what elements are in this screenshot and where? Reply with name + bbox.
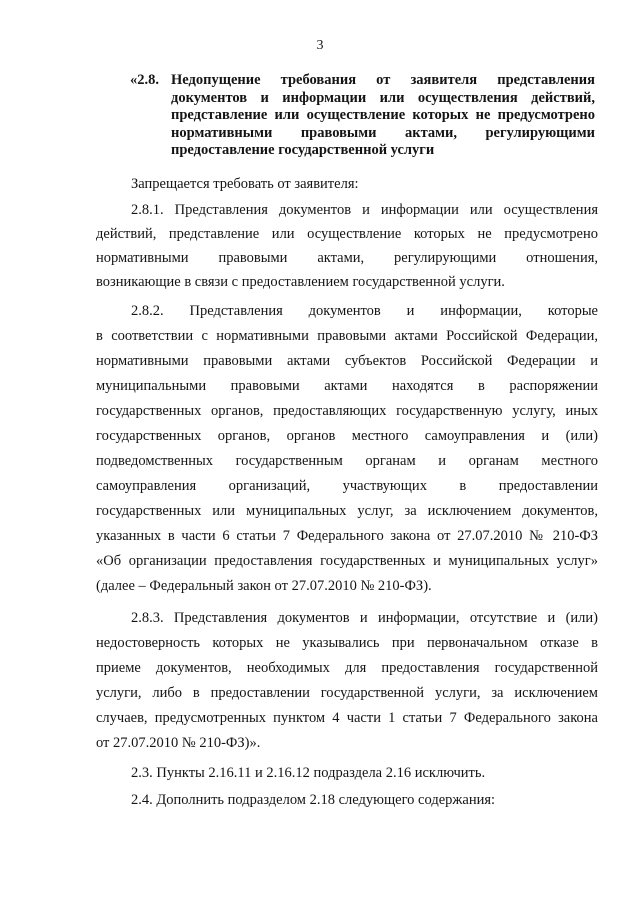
page-number: 3 xyxy=(316,38,324,53)
paragraph-line: действий, представление или осуществление которых не предусмотрено xyxy=(96,226,598,242)
heading-line: предоставление государственной услуги xyxy=(171,142,435,159)
section-heading xyxy=(130,72,595,160)
paragraph-line: 2.8.3. Представления документов и информации, отсутствие и (или) xyxy=(131,610,598,626)
paragraph-line: услуги, либо в предоставлении государственной услуги, за исключением xyxy=(96,685,598,701)
paragraph-line: в соответствии с нормативными правовыми актами Российской Федерации, xyxy=(96,328,598,344)
paragraph-line: муниципальными правовыми актами находятся в распоряжении xyxy=(96,378,598,394)
paragraph-line: подведомственных государственным органам и органам местного xyxy=(96,453,598,469)
paragraph-line: государственных или муниципальных услуг, за исключением документов, xyxy=(96,503,598,519)
paragraph-line: самоуправления организаций, участвующих в предоставлении xyxy=(96,478,598,494)
paragraph-line: приеме документов, необходимых для предоставления государственной xyxy=(96,660,598,676)
paragraph-line: от 27.07.2010 № 210-ФЗ)». xyxy=(96,735,261,751)
intro-paragraph: Запрещается требовать от заявителя: xyxy=(131,176,359,192)
section-heading-number: «2.8. xyxy=(130,72,159,88)
paragraph-line: нормативными правовыми актами, регулирующими отношения, xyxy=(96,250,598,266)
paragraph-line: нормативными правовыми актами субъектов Российской Федерации и xyxy=(96,353,598,369)
paragraph-2-4: 2.4. Дополнить подразделом 2.18 следующего содержания: xyxy=(131,792,496,808)
paragraph-line: недостоверность которых не указывались при первоначальном отказе в xyxy=(96,635,598,651)
heading-line: представление или осуществление которых не предусмотрено xyxy=(171,107,595,124)
heading-line: нормативными правовыми актами, регулирующими xyxy=(171,124,595,141)
paragraph-line: (далее – Федеральный закон от 27.07.2010 № 210-ФЗ). xyxy=(96,578,432,594)
heading-line: Недопущение требования от заявителя представления xyxy=(171,72,595,88)
paragraph-line: государственных органов, предоставляющих государственную услугу, иных xyxy=(96,403,598,419)
heading-line: документов и информации или осуществления действий, xyxy=(171,89,595,106)
paragraph-line: 2.8.2. Представления документов и информации, которые xyxy=(131,303,598,319)
paragraph-2-3: 2.3. Пункты 2.16.11 и 2.16.12 подраздела 2.16 исключить. xyxy=(131,765,486,781)
paragraph-line: 2.8.1. Представления документов и информации или осуществления xyxy=(131,202,598,218)
paragraph-line: указанных в части 6 статьи 7 Федерального закона от 27.07.2010 № 210-ФЗ xyxy=(96,528,598,544)
paragraph-line: государственных органов, органов местного самоуправления и (или) xyxy=(96,428,598,444)
section-heading-text xyxy=(171,72,595,160)
paragraph-line: возникающие в связи с предоставлением государственной услуги. xyxy=(96,274,505,290)
paragraph-line: «Об организации предоставления государственных и муниципальных услуг» xyxy=(96,553,598,569)
paragraph-line: случаев, предусмотренных пунктом 4 части 1 статьи 7 Федерального закона xyxy=(96,710,598,726)
